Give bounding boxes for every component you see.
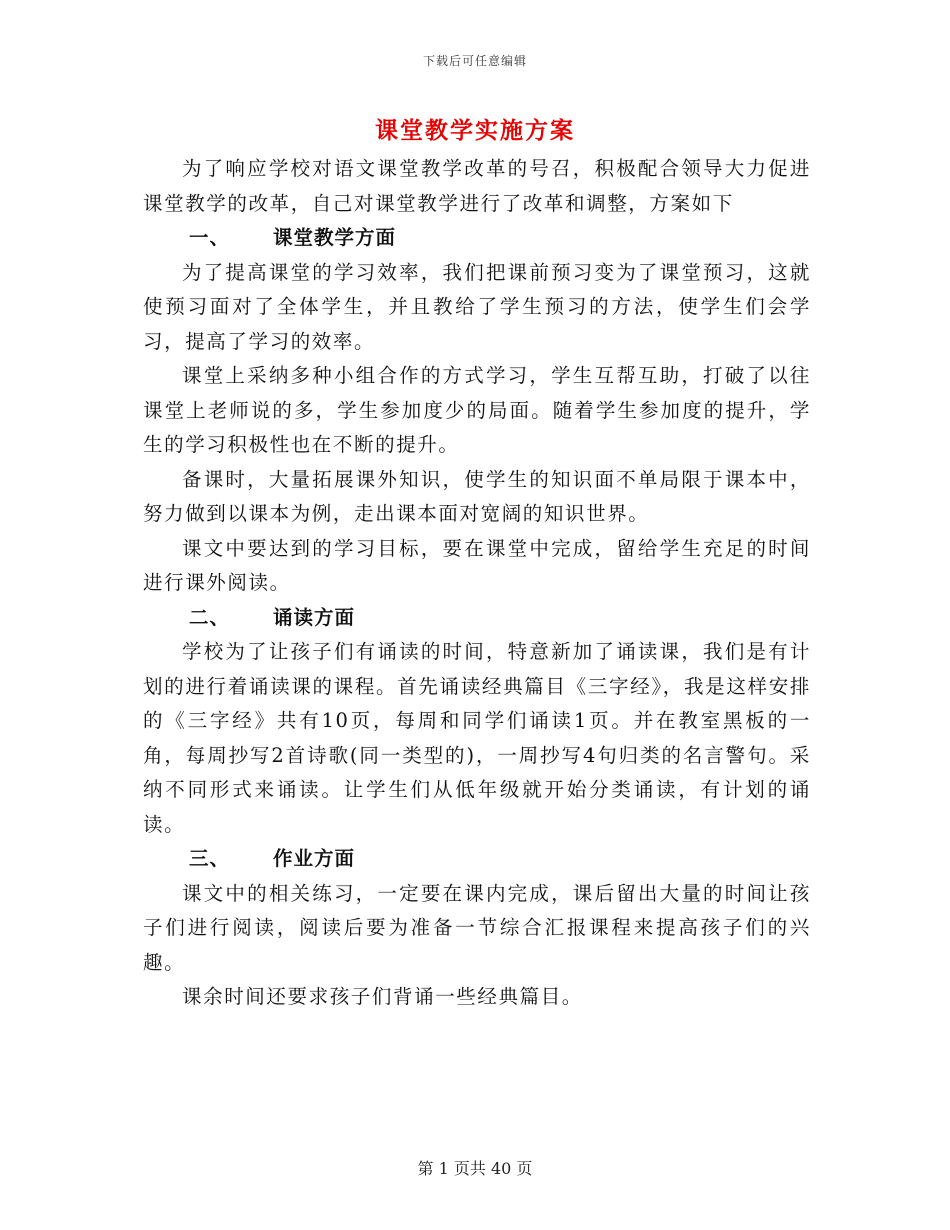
- intro-paragraph: 为了响应学校对语文课堂教学改革的号召，积极配合领导大力促进课堂教学的改革，自己对课堂教学进行了改革和调整，方案如下: [143, 157, 811, 215]
- section-heading-1: [143, 221, 811, 256]
- paragraph: 课文中的相关练习，一定要在课内完成，课后留出大量的时间让孩子们进行阅读，阅读后要为准备一节综合汇报课程来提高孩子们的兴趣。: [143, 881, 811, 974]
- section-number: 二、: [189, 605, 231, 629]
- paragraph: 备课时，大量拓展课外知识，使学生的知识面不单局限于课本中，努力做到以课本为例，走出课本面对宽阔的知识世界。: [143, 467, 811, 525]
- paragraph: 学校为了让孩子们有诵读的时间，特意新加了诵读课，我们是有计划的进行着诵读课的课程。首先诵读经典篇目《三字经》，我是这样安排的《三字经》共有10页，每周和同学们诵读1页。并在教室黑板的一角，每周抄写2首诗歌(同一类型的)，一周抄写4句归类的名言警句。采纳不同形式来诵读。让学生们从低年级就开始分类诵读，有计划的诵读。: [143, 640, 811, 836]
- paragraph: 为了提高课堂的学习效率，我们把课前预习变为了课堂预习，这就使预习面对了全体学生，并且教给了学生预习的方法，使学生们会学习，提高了学习的效率。: [143, 260, 811, 353]
- section-title: 课堂教学方面: [273, 226, 397, 249]
- section-title: 作业方面: [273, 847, 356, 870]
- section-heading-2: [143, 601, 811, 636]
- section-number: 三、: [189, 847, 231, 870]
- paragraph: 课堂上采纳多种小组合作的方式学习，学生互帮互助，打破了以往课堂上老师说的多，学生参加度少的局面。随着学生参加度的提升，学生的学习积极性也在不断的提升。: [143, 364, 811, 456]
- paragraph: 课文中要达到的学习目标，要在课堂中完成，留给学生充足的时间进行课外阅读。: [143, 536, 811, 594]
- section-heading-3: [143, 842, 811, 877]
- document-body: [143, 152, 811, 1015]
- page-number-footer: 第 1 页共 40 页: [417, 1159, 533, 1178]
- paragraph: 课余时间还要求孩子们背诵一些经典篇目。: [182, 985, 583, 1008]
- document-title: 课堂教学实施方案: [375, 117, 575, 144]
- section-number: 一、: [189, 226, 231, 249]
- page-header-note: 下载后可任意编辑: [422, 54, 527, 68]
- section-title: 诵读方面: [273, 605, 356, 629]
